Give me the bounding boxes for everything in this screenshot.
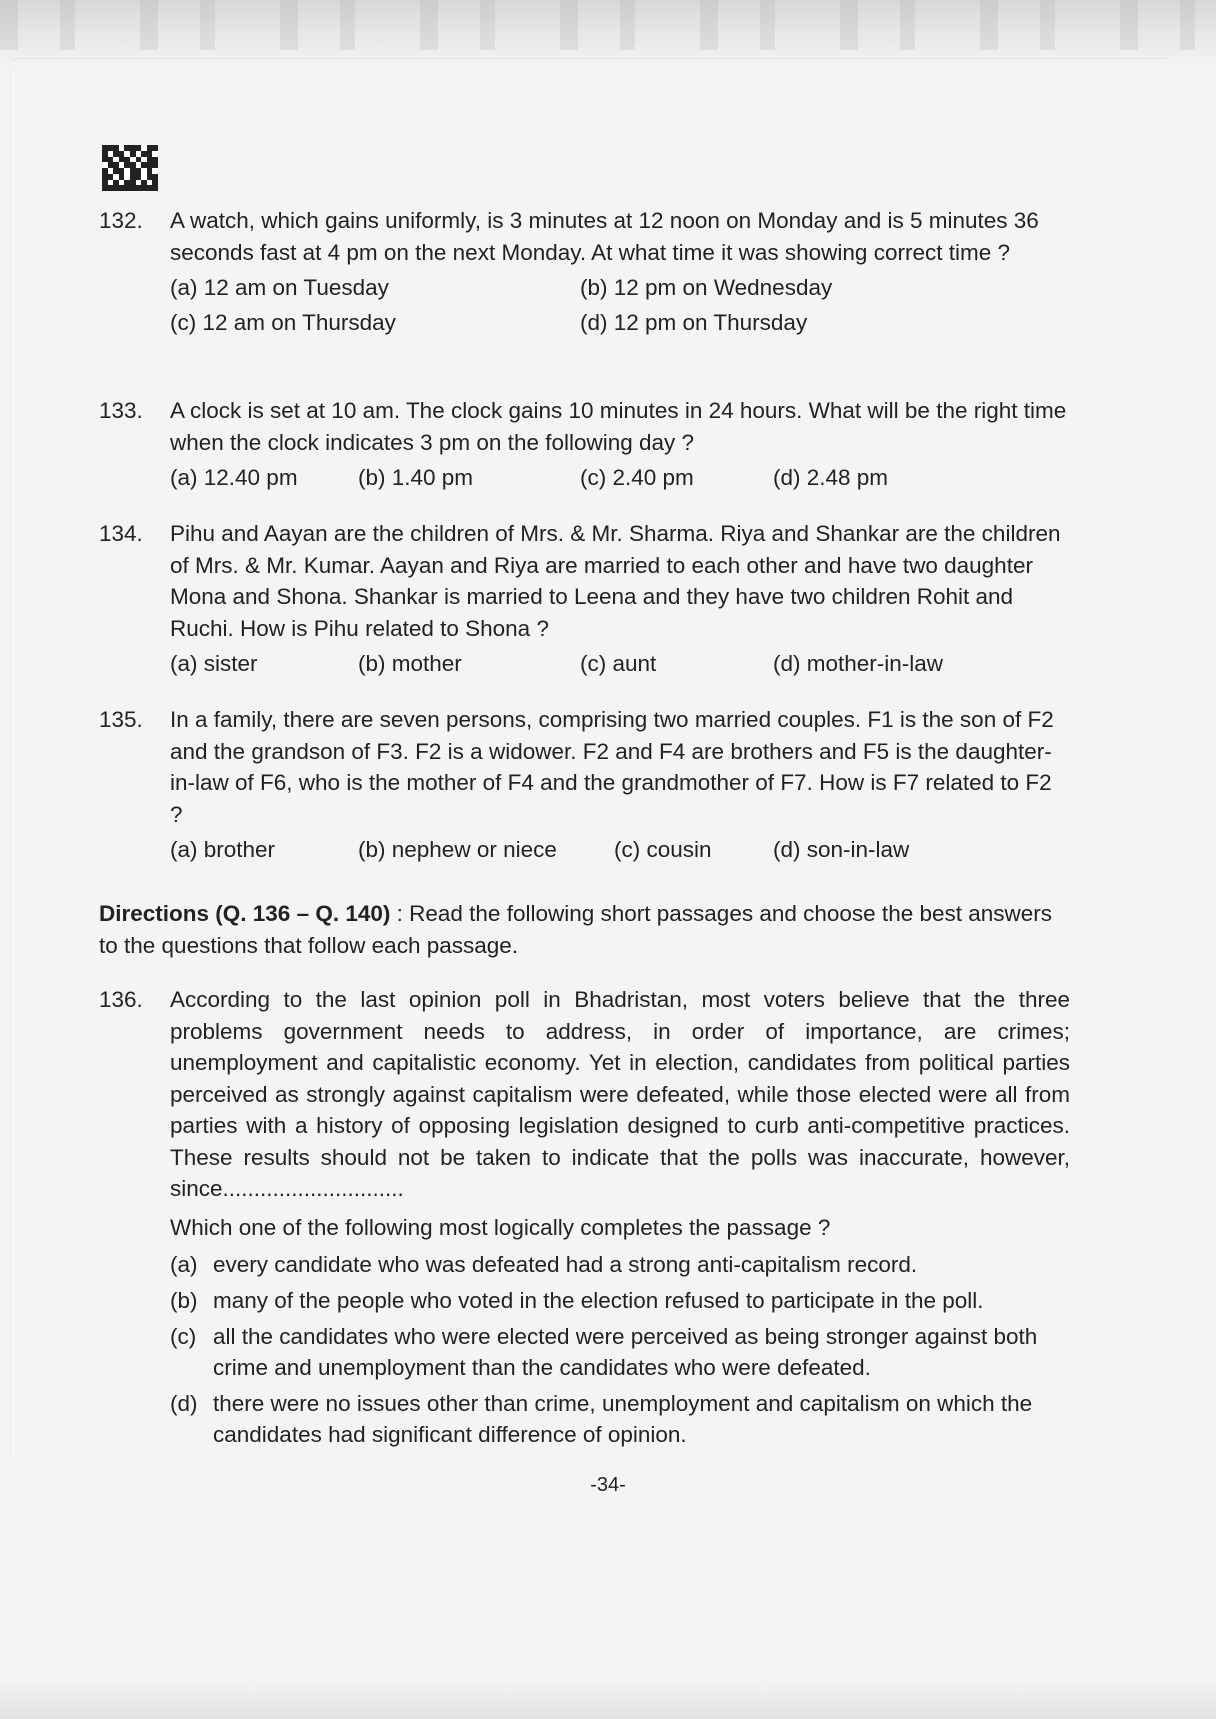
- option-c: (c) aunt: [580, 651, 657, 676]
- option-label: (a): [170, 1252, 198, 1277]
- option-text: every candidate who was defeated had a strong anti-capitalism record.: [213, 1252, 918, 1277]
- question-number: 136.: [99, 987, 143, 1012]
- question-number: 135.: [99, 707, 143, 732]
- question-number: 133.: [99, 398, 143, 423]
- options: [170, 462, 1099, 498]
- question-132: [99, 205, 1099, 342]
- option-d: (d) 2.48 pm: [773, 465, 889, 490]
- option-d: (d) mother-in-law: [773, 651, 944, 676]
- directions-text: : Read the following short passages and choose the best answers to the questions that follow each passage.: [99, 901, 1053, 958]
- options: [170, 1249, 1070, 1450]
- option-c: (c) 12 am on Thursday: [170, 310, 396, 335]
- option-d: (d) son-in-law: [773, 837, 910, 862]
- question-number: 134.: [99, 521, 143, 546]
- option-b: [170, 1285, 1070, 1316]
- question-text: A watch, which gains uniformly, is 3 minutes at 12 noon on Monday and is 5 minutes 36 seconds fast at 4 pm on the next Monday. At what time it was showing correct time ?: [170, 208, 1039, 265]
- question-136: [99, 984, 1099, 1455]
- question-134: [99, 518, 1099, 684]
- option-a: (a) 12 am on Tuesday: [170, 275, 389, 300]
- option-b: (b) 1.40 pm: [358, 465, 474, 490]
- option-text: there were no issues other than crime, unemployment and capitalism on which the candidates had significant difference of opinion.: [213, 1391, 1033, 1447]
- scan-bottom-shadow: [0, 1679, 1216, 1719]
- directions-label: Directions (Q. 136 – Q. 140): [99, 901, 391, 926]
- option-c: (c) 2.40 pm: [580, 465, 694, 490]
- option-c: (c) cousin: [614, 837, 712, 862]
- qr-code: [102, 145, 158, 191]
- option-a: (a) 12.40 pm: [170, 465, 298, 490]
- option-a: [170, 1249, 1070, 1280]
- options: [170, 648, 1099, 684]
- option-b: (b) nephew or niece: [358, 837, 557, 862]
- page-number: -34-: [590, 1474, 626, 1496]
- option-label: (d): [170, 1391, 198, 1416]
- option-b: (b) mother: [358, 651, 462, 676]
- option-c: [170, 1321, 1070, 1383]
- directions: [99, 898, 1069, 962]
- option-text: all the candidates who were elected were perceived as being stronger against both crime and unemployment than the candidates who were defeated.: [213, 1324, 1038, 1380]
- option-d: (d) 12 pm on Thursday: [580, 310, 808, 335]
- options: [170, 834, 1099, 870]
- question-133: [99, 395, 1099, 498]
- option-label: (b): [170, 1288, 198, 1313]
- question-text: In a family, there are seven persons, comprising two married couples. F1 is the son of F2 and the grandson of F3. F2 is a widower. F2 and F4 are brothers and F5 is the daughter-in-law of F6, who is the mother of F4 and the grandmother of F7. How is F7 related to F2 ?: [170, 707, 1054, 827]
- option-a: (a) brother: [170, 837, 276, 862]
- question-text: A clock is set at 10 am. The clock gains 10 minutes in 24 hours. What will be the right time when the clock indicates 3 pm on the following day ?: [170, 398, 1067, 455]
- question-number: 132.: [99, 208, 143, 233]
- option-a: (a) sister: [170, 651, 258, 676]
- option-d: [170, 1388, 1070, 1450]
- question-135: [99, 704, 1099, 870]
- options: [170, 272, 1099, 342]
- option-text: many of the people who voted in the election refused to participate in the poll.: [213, 1288, 984, 1313]
- question-text: According to the last opinion poll in Bhadristan, most voters believe that the three problems government needs to address, in order of importance, are crimes; unemployment and capitalistic economy. Yet in election, candidates from political parties perceived as strongly against capitalism were defeated, while those elected were all from parties with a history of opposing legislation designed to curb anti-competitive practices. These results should not be taken to indicate that the polls was inaccurate, however, since.............................: [170, 987, 1070, 1201]
- question-text: Pihu and Aayan are the children of Mrs. & Mr. Sharma. Riya and Shankar are the children of Mrs. & Mr. Kumar. Aayan and Riya are married to each other and have two daughter Mona and Shona. Shankar is married to Leena and they have two children Rohit and Ruchi. How is Pihu related to Shona ?: [170, 521, 1061, 641]
- option-label: (c): [170, 1324, 197, 1349]
- option-b: (b) 12 pm on Wednesday: [580, 275, 833, 300]
- question-prompt: Which one of the following most logically completes the passage ?: [170, 1214, 831, 1240]
